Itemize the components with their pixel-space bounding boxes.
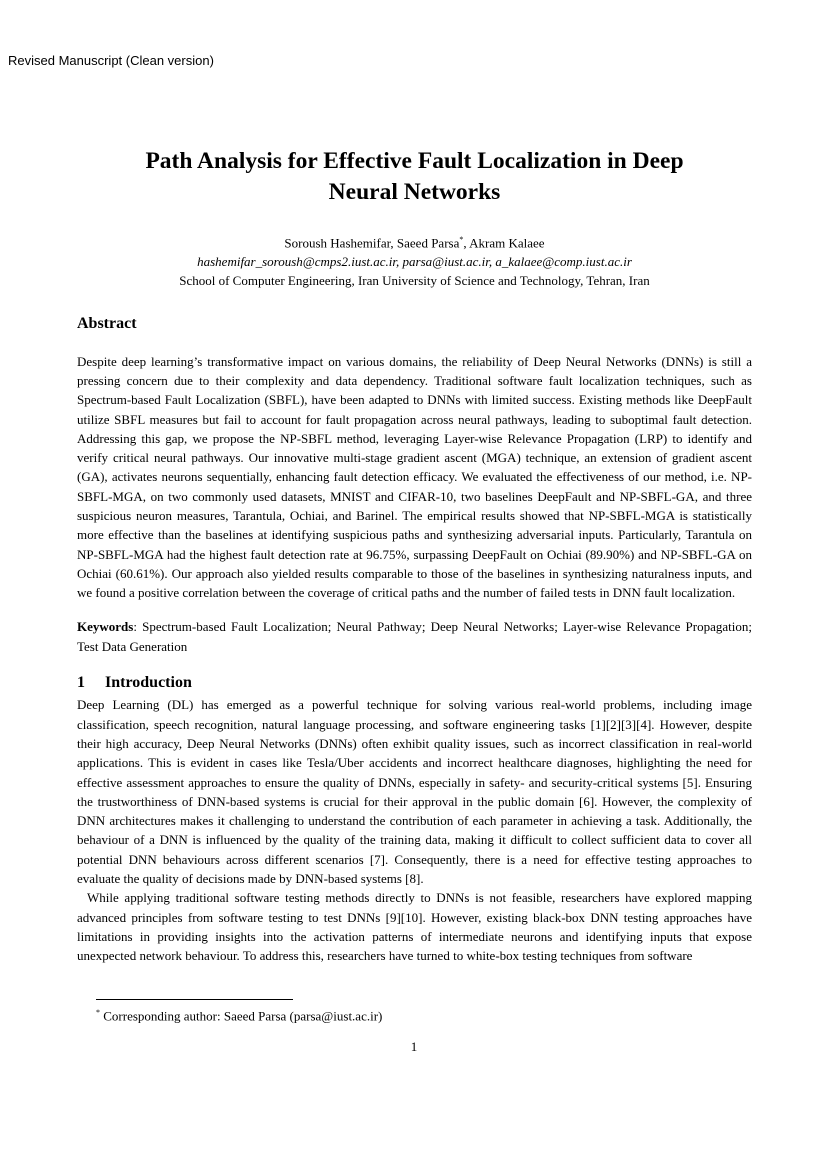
title-line-2: Neural Networks: [328, 179, 501, 205]
keywords-paragraph: [77, 617, 752, 656]
footnote: [96, 1008, 382, 1024]
title-line-1: Path Analysis for Effective Fault Localization in Deep: [145, 148, 684, 174]
introduction-heading: [77, 673, 752, 692]
abstract-heading: Abstract: [77, 315, 137, 333]
page-number: 1: [410, 1039, 418, 1054]
abstract-text: Despite deep learning’s transformative impact on various domains, the reliability of Deep Neural Networks (DNNs) is still a pressing concern due to their complexity and data dependency. Traditional software fault localization techniques, such as Spectrum-based Fault Localization (SBFL), have been adapted to DNNs with limited success. Existing methods like DeepFault utilize SBFL measures but fail to account for fault propagation across neural pathways, leading to suboptimal fault detection. Addressing this gap, we propose the NP-SBFL method, leveraging Layer-wise Relevance Propagation (LRP) to identify and verify critical neural pathways. Our innovative multi-stage gradient ascent (MGA) technique, an extension of gradient ascent (GA), activates neurons sequentially, enhancing fault detection efficacy. We evaluated the effectiveness of our method, i.e. NP-SBFL-MGA, on two commonly used datasets, MNIST and CIFAR-10, two baselines DeepFault and NP-SBFL-GA, and three suspicious neuron measures, Tarantula, Ochiai, and Barinel. The empirical results showed that NP-SBFL-MGA is statistically more effective than the baselines at identifying suspicious paths and synthesizing adversarial inputs. Particularly, Tarantula on NP-SBFL-MGA had the highest fault detection rate at 96.75%, surpassing DeepFault on Ochiai (89.90%) and NP-SBFL-GA on Ochiai (60.61%). Our approach also yielded results comparable to those of the baselines in synthesizing naturalness inputs, and we found a positive correlation between the coverage of critical paths and the number of failed tests in DNN fault localization.: [77, 353, 752, 601]
corresponding-author-mark: *: [459, 235, 464, 244]
introduction-paragraph-1: Deep Learning (DL) has emerged as a powerful technique for solving various real-world problems, including image classification, speech recognition, natural language processing, and software engineering tasks [1][2][3][4]. However, despite their high accuracy, Deep Neural Networks (DNNs) often exhibit quality issues, such as incorrect classification in real-world applications. This is evident in cases like Tesla/Uber accidents and incorrect healthcare diagnoses, highlighting the need for effective assessment approaches to ensure the quality of DNNs, especially in safety- and security-critical systems [5]. Ensuring the trustworthiness of DNN-based systems is crucial for their approval in the public domain [6]. However, the complexity of DNN architectures makes it challenging to understand the contribution of each parameter in achieving a task. Additionally, the behaviour of a DNN is influenced by the quality of the training data, making it difficult to collect sufficient data to cover all potential DNN behaviours across different scenarios [7]. Consequently, there is a need for effective testing approaches to evaluate the quality of decisions made by DNN-based systems [8].: [77, 697, 752, 887]
author-affiliation: School of Computer Engineering, Iran University of Science and Technology, Tehran, Iran: [179, 273, 650, 289]
authors-text: Soroush Hashemifar, Saeed Parsa: [284, 235, 460, 251]
section-title: Introduction: [105, 674, 192, 692]
footnote-text: Corresponding author: Saeed Parsa (parsa@iust.ac.ir): [100, 1008, 383, 1024]
footnote-divider: [96, 999, 293, 1000]
paper-title: [77, 146, 752, 208]
introduction-paragraph-2: While applying traditional software testing methods directly to DNNs is not feasible, researchers have explored mapping advanced principles from software testing to test DNNs [9][10]. However, existing black-box DNN testing approaches have limitations in providing insights into the activation patterns of intermediate neurons and identifying inputs that expose unexpected network behaviour. To address this, researchers have turned to white-box testing techniques from software: [77, 890, 752, 964]
keywords-label: Keywords: [77, 619, 134, 635]
footnote-mark: *: [96, 1008, 100, 1017]
keywords-text: : Spectrum-based Fault Localization; Neural Pathway; Deep Neural Networks; Layer-wise Relevance Propagation; Test Data Generation: [77, 619, 752, 654]
author-list: [77, 230, 752, 252]
author-emails: hashemifar_soroush@cmps2.iust.ac.ir, parsa@iust.ac.ir, a_kalaee@comp.iust.ac.ir: [197, 254, 632, 270]
section-number: 1: [77, 674, 85, 692]
paper-page: [77, 146, 752, 966]
authors-text-rest: , Akram Kalaee: [463, 235, 545, 251]
manuscript-header-note: Revised Manuscript (Clean version): [8, 53, 214, 68]
